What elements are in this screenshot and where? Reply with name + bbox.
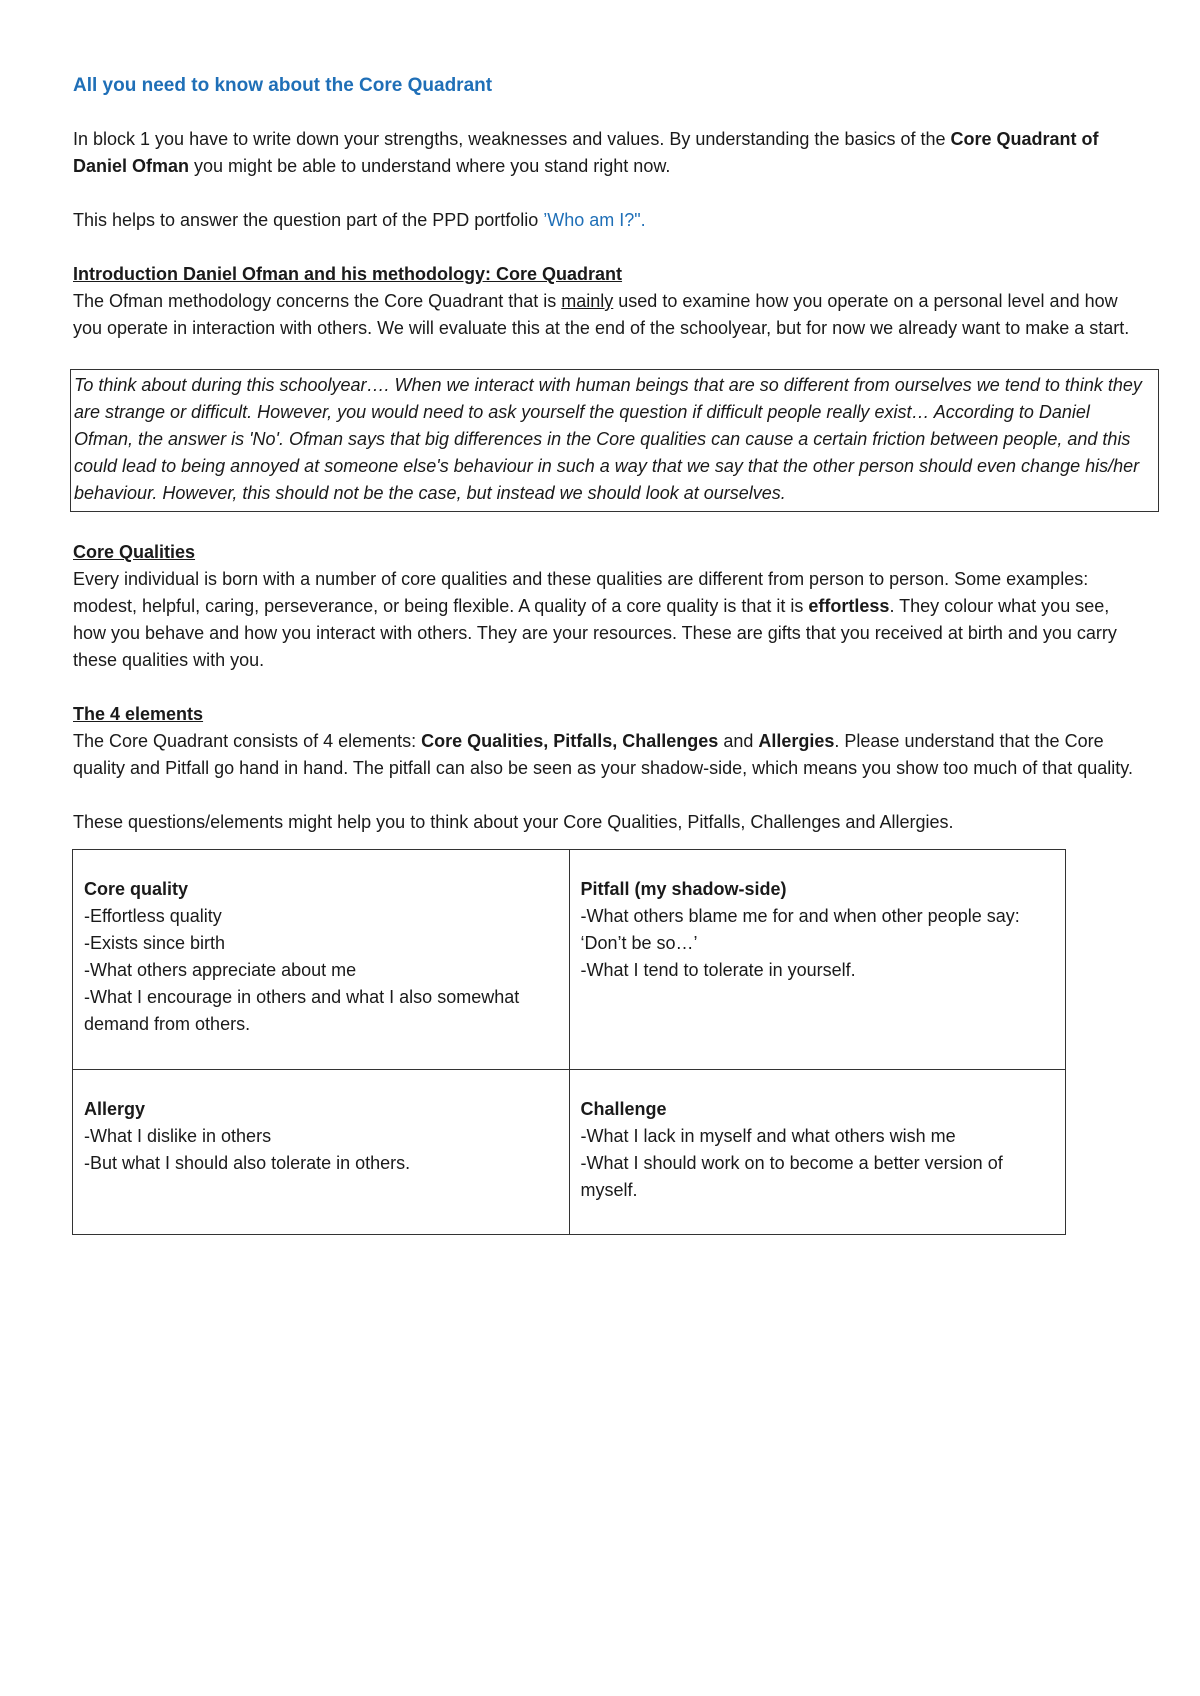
intro-bold: Core Quadrant of Daniel Ofman — [73, 129, 1099, 176]
introduction-paragraph — [73, 288, 1138, 342]
core-qualities-bold: effortless — [808, 596, 890, 616]
who-am-i-text: ’Who am I?". — [543, 210, 646, 230]
elements-sep-1: , — [543, 731, 554, 751]
introduction-text-2: used to examine how you operate on a personal level and how you operate in interaction with others. We will evaluate this at the end of the schoolyear, but for now we already want to make a start. — [73, 291, 1130, 338]
challenge-title: Challenge — [580, 1099, 667, 1119]
elements-bold-challenges: Challenges — [622, 731, 719, 751]
challenge-line: -What I should work on to become a better version of myself. — [580, 1153, 1003, 1200]
core-qualities-heading: Core Qualities — [73, 542, 196, 562]
pitfall-line: -What I tend to tolerate in yourself. — [580, 960, 856, 980]
introduction-heading: Introduction Daniel Ofman and his methodology: Core Quadrant — [73, 264, 623, 284]
intro-text-1: In block 1 you have to write down your strengths, weaknesses and values. By understanding the basics of the — [73, 129, 951, 149]
elements-sep-3: and — [718, 731, 759, 751]
page-title: All you need to know about the Core Quadrant — [73, 75, 493, 96]
core-quadrant-table — [72, 849, 1066, 1235]
pitfall-line: -What others blame me for and when other people say: ‘Don’t be so…’ — [580, 906, 1020, 953]
core-quality-line: -What I encourage in others and what I also somewhat demand from others. — [84, 987, 520, 1034]
intro-paragraph — [73, 126, 1138, 180]
helps-paragraph — [73, 207, 1138, 234]
quadrant-row — [73, 850, 1066, 1070]
pitfall-title: Pitfall (my shadow-side) — [580, 879, 787, 899]
callout-box — [70, 369, 1159, 512]
elements-bold-allergies: Allergies — [758, 731, 835, 751]
allergy-cell — [73, 1070, 570, 1235]
quadrant-row — [73, 1070, 1066, 1235]
challenge-cell — [569, 1070, 1066, 1235]
elements-text-2: . Please understand that the Core quality and Pitfall go hand in hand. The pitfall can also be seen as your shadow-side, which means you show too much of that quality. — [73, 731, 1133, 778]
core-quality-cell — [73, 850, 570, 1070]
core-qualities-text-1: Every individual is born with a number of core qualities and these qualities are different from person to person. Some examples: modest, helpful, caring, perseverance, or being flexible. A quality of a core quality is that it is — [73, 569, 1089, 616]
allergy-line: -What I dislike in others — [84, 1126, 272, 1146]
elements-text-1: The Core Quadrant consists of 4 elements: — [73, 731, 422, 751]
introduction-underlined: mainly — [561, 291, 614, 311]
introduction-text-1: The Ofman methodology concerns the Core Quadrant that is — [73, 291, 562, 311]
elements-sep-2: , — [612, 731, 623, 751]
pitfall-cell — [569, 850, 1066, 1070]
core-qualities-text-2: . They colour what you see, how you behave and how you interact with others. They are your resources. These are gifts that you received at birth and you carry these qualities with you. — [73, 596, 1117, 670]
callout-text: To think about during this schoolyear…. When we interact with human beings that are so different from ourselves we tend to think they are strange or difficult. However, you would need to ask yourself the question if difficult people really exist… According to Daniel Ofman, the answer is 'No'. Ofman says that big differences in the Core qualities can cause a certain friction between people, and this could lead to being annoyed at someone else's behaviour in such a way that we say that the other person should even change his/her behaviour. However, this should not be the case, but instead we should look at ourselves. — [74, 375, 1142, 503]
document-page — [73, 72, 1142, 1235]
allergy-line: -But what I should also tolerate in others. — [84, 1153, 411, 1173]
intro-text-2: you might be able to understand where you stand right now. — [189, 156, 671, 176]
challenge-line: -What I lack in myself and what others wish me — [580, 1126, 956, 1146]
core-quality-line: -Exists since birth — [84, 933, 226, 953]
core-quality-line: -What others appreciate about me — [84, 960, 357, 980]
elements-bold-pitfalls: Pitfalls — [553, 731, 613, 751]
allergy-title: Allergy — [84, 1099, 146, 1119]
helps-text: This helps to answer the question part of the PPD portfolio — [73, 210, 544, 230]
elements-heading: The 4 elements — [73, 704, 204, 724]
questions-paragraph: These questions/elements might help you to think about your Core Qualities, Pitfalls, Challenges and Allergies. — [73, 812, 954, 832]
elements-bold-core-qualities: Core Qualities — [421, 731, 544, 751]
core-qualities-paragraph — [73, 566, 1138, 674]
core-quality-title: Core quality — [84, 879, 189, 899]
core-quality-line: -Effortless quality — [84, 906, 222, 926]
elements-paragraph — [73, 728, 1138, 782]
